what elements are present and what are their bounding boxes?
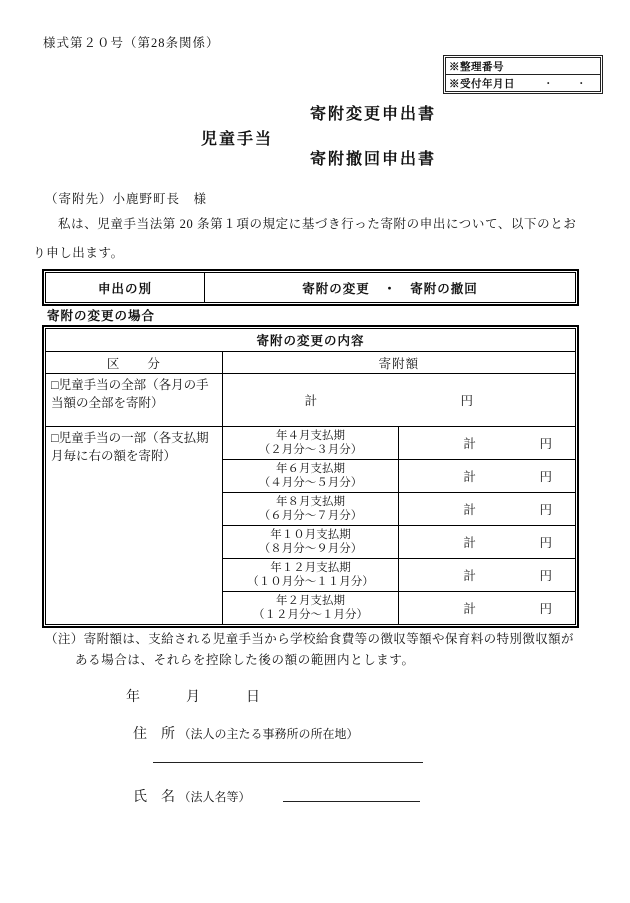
period-name: 年１２月支払期	[270, 562, 351, 574]
yen-label: 円	[460, 394, 473, 408]
period-months: （６月分～７月分）	[258, 510, 363, 522]
period-months: （８月分～９月分）	[258, 543, 363, 555]
admin-serial-label: ※整理番号	[449, 61, 504, 73]
period-amount-cell[interactable]	[399, 592, 576, 625]
period-cell	[222, 427, 399, 460]
name-fill-underline[interactable]	[283, 801, 420, 802]
title-change-application: 寄附変更申出書	[310, 106, 437, 123]
admin-serial-row	[445, 57, 601, 75]
form-number: 様式第２０号（第28条関係）	[43, 36, 220, 50]
period-amount-cell[interactable]	[399, 460, 576, 493]
period-months: （２月分～３月分）	[258, 444, 363, 456]
section-label-change-case: 寄附の変更の場合	[47, 309, 156, 323]
partial-donation-label: 児童手当の一部（各支払期月毎に右の額を寄附）	[51, 431, 209, 463]
period-name: 年８月支払期	[275, 496, 345, 508]
note-line-1: （注）寄附額は、支給される児童手当から学校給食費等の徴収等額や保育料の特別徴収額が	[45, 632, 574, 646]
period-name: 年４月支払期	[275, 430, 345, 442]
partial-donation-label-cell	[46, 427, 223, 625]
application-type-header-cell: 申出の別	[46, 273, 205, 303]
period-amount-cell[interactable]	[399, 493, 576, 526]
period-cell	[222, 460, 399, 493]
body-text-line-1: 私は、児童手当法第 20 条第１項の規定に基づき行った寄附の申出について、以下のとお	[58, 217, 577, 231]
admin-box	[443, 55, 603, 94]
period-months: （１２月分～１月分）	[252, 609, 368, 621]
partial-donation-checkbox[interactable]: □	[51, 431, 59, 445]
full-donation-label-cell	[46, 374, 223, 427]
period-name: 年６月支払期	[275, 463, 345, 475]
body-text-line-2: り申し出ます。	[33, 246, 124, 260]
yen-label: 円	[539, 437, 552, 451]
note-line-2: ある場合は、それらを控除した後の額の範囲内とします。	[75, 653, 415, 667]
period-cell	[222, 592, 399, 625]
total-label: 計	[463, 470, 476, 484]
name-label-row	[133, 786, 251, 806]
title-benefit: 児童手当	[201, 131, 274, 148]
admin-date-label: ※受付年月日	[449, 78, 515, 90]
name-label: 氏 名	[133, 790, 175, 805]
title-withdraw-application: 寄附撤回申出書	[310, 151, 437, 168]
period-cell	[222, 493, 399, 526]
change-table-title-cell: 寄附の変更の内容	[46, 329, 576, 352]
full-donation-checkbox[interactable]: □	[51, 378, 59, 392]
donation-change-table	[42, 325, 579, 628]
address-label: 住 所	[133, 727, 175, 742]
application-type-value-cell: 寄附の変更 ・ 寄附の撤回	[205, 273, 576, 303]
period-amount-cell[interactable]	[399, 559, 576, 592]
period-months: （１０月分～１１月分）	[247, 576, 374, 588]
admin-date-dots: ・ ・	[543, 78, 587, 90]
name-note: （法人名等）	[178, 790, 251, 804]
total-label: 計	[463, 569, 476, 583]
period-amount-cell[interactable]	[399, 526, 576, 559]
total-label: 計	[463, 437, 476, 451]
table-row	[46, 329, 576, 352]
table-row	[46, 273, 576, 303]
admin-date-row	[445, 74, 601, 92]
period-cell	[222, 559, 399, 592]
address-fill-underline[interactable]	[153, 762, 423, 763]
yen-label: 円	[539, 569, 552, 583]
total-label: 計	[304, 394, 318, 408]
address-note: （法人の主たる事務所の所在地）	[178, 727, 359, 741]
address-label-row	[133, 723, 359, 743]
table-row-full-donation	[46, 374, 576, 427]
addressee-line: （寄附先）小鹿野町長 様	[45, 192, 208, 206]
column-header-category: 区 分	[46, 352, 223, 374]
period-name: 年２月支払期	[275, 595, 345, 607]
date-fill-line[interactable]: 年 月 日	[126, 690, 266, 705]
full-donation-label: 児童手当の全部（各月の手当額の全部を寄附）	[51, 378, 209, 410]
total-label: 計	[463, 536, 476, 550]
period-months: （４月分～５月分）	[258, 477, 363, 489]
period-amount-cell[interactable]	[399, 427, 576, 460]
yen-label: 円	[539, 470, 552, 484]
total-label: 計	[463, 602, 476, 616]
total-label: 計	[463, 503, 476, 517]
table-row	[46, 352, 576, 374]
yen-label: 円	[539, 602, 552, 616]
period-name: 年１０月支払期	[270, 529, 351, 541]
period-cell	[222, 526, 399, 559]
application-type-table	[42, 269, 579, 306]
column-header-amount: 寄附額	[222, 352, 575, 374]
full-donation-amount-cell[interactable]	[222, 374, 575, 427]
yen-label: 円	[539, 503, 552, 517]
table-row-partial-donation	[46, 427, 576, 460]
yen-label: 円	[539, 536, 552, 550]
